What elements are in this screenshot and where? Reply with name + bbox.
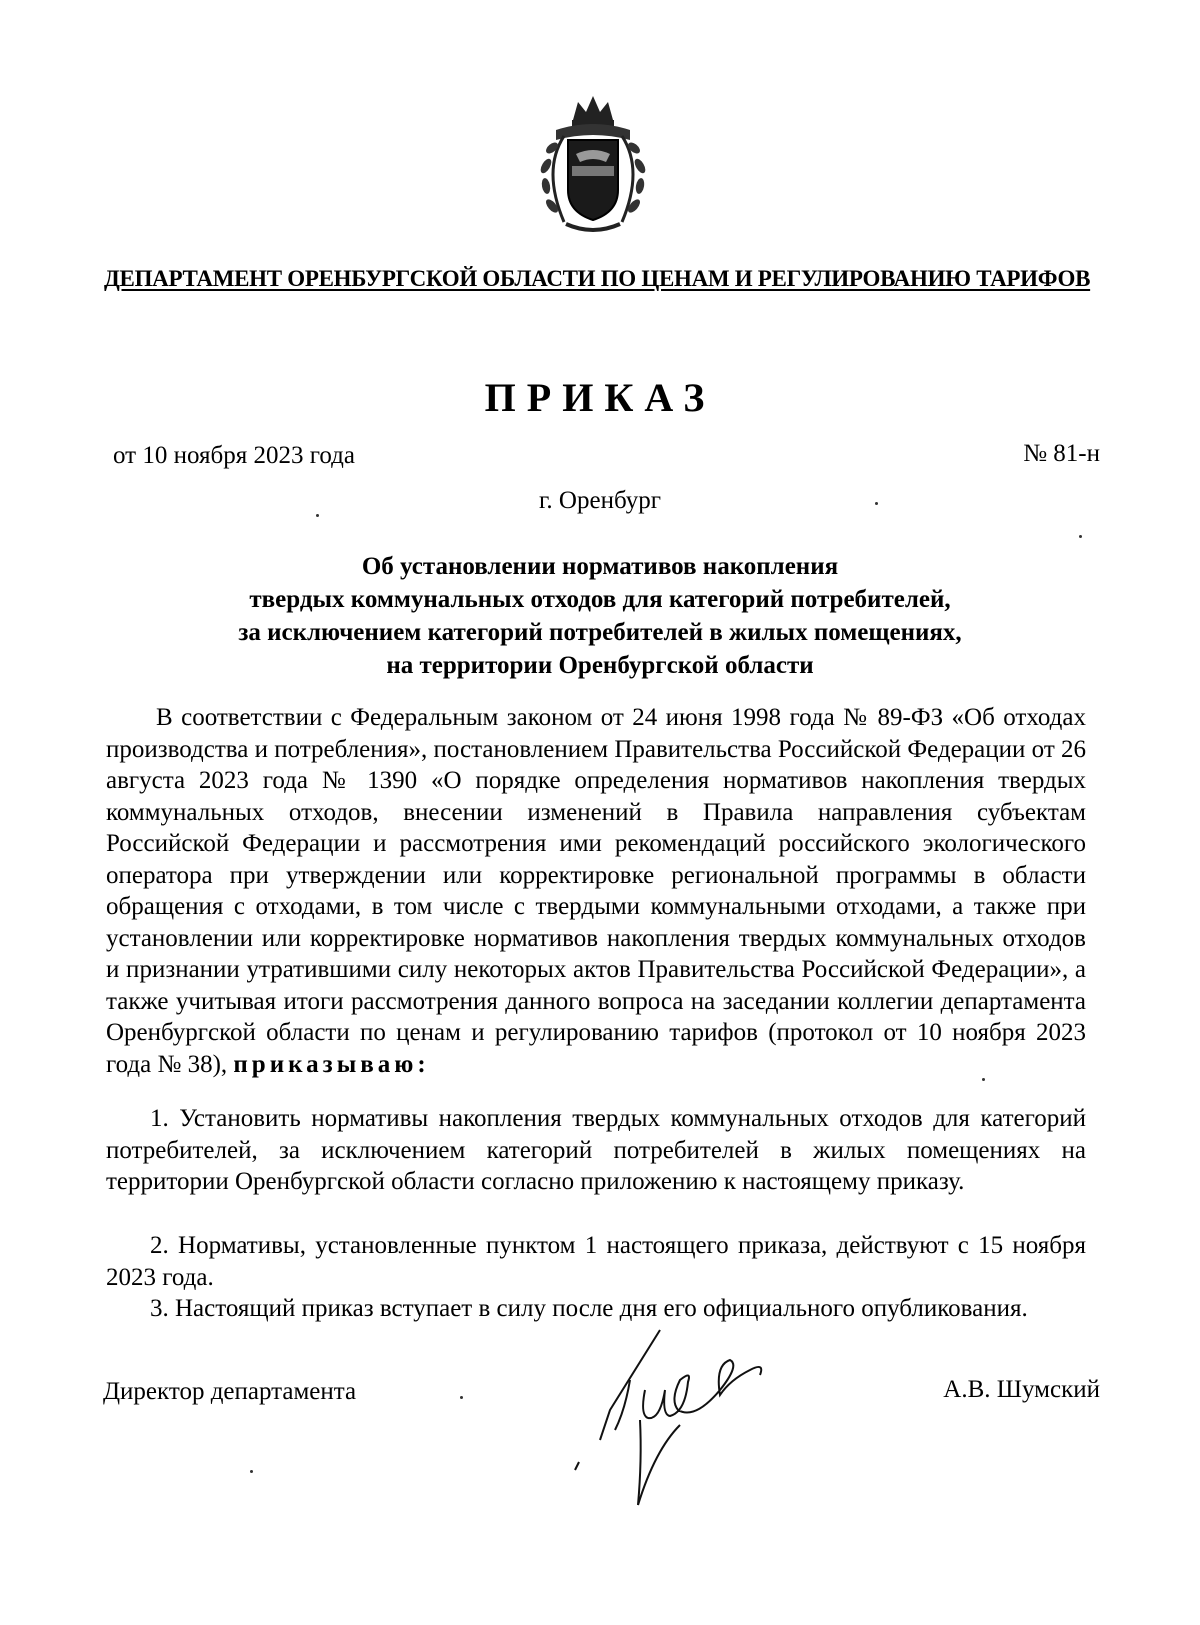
subject-line: за исключением категорий потребителей в жилых помещениях, — [238, 619, 962, 646]
oblast-coat-of-arms-icon — [528, 90, 658, 238]
document-number: № 81-н — [1023, 440, 1100, 467]
signatory-position: Директор департамента — [103, 1378, 357, 1405]
subject-line: твердых коммунальных отходов для категорий потребителей, — [249, 586, 951, 613]
document-title: ПРИКАЗ — [484, 375, 716, 420]
scan-speck — [316, 514, 319, 517]
scan-speck — [1079, 535, 1082, 538]
document-subject — [150, 550, 1050, 682]
signatory-name: А.В. Шумский — [943, 1376, 1100, 1403]
scan-speck — [875, 502, 878, 505]
handwritten-signature-icon — [570, 1320, 790, 1510]
scan-speck — [982, 1078, 985, 1081]
subject-line: на территории Оренбургской области — [386, 652, 814, 679]
scan-speck — [460, 1396, 463, 1399]
order-word: приказываю: — [233, 1050, 430, 1078]
order-item-3: 3. Настоящий приказ вступает в силу после дня его официального опубликования. — [150, 1295, 1028, 1322]
document-city: г. Оренбург — [539, 487, 661, 514]
order-item-2: 2. Нормативы, установленные пунктом 1 настоящего приказа, действуют с 15 ноября 2023 года. — [106, 1232, 1086, 1291]
subject-line: Об установлении нормативов накопления — [361, 553, 839, 580]
scan-speck — [250, 1470, 253, 1473]
order-item-1: 1. Установить нормативы накопления твердых коммунальных отходов для категорий потребителей, за исключением категорий потребителей в жилых помещениях на территории Оренбургской области согласно приложению к настоящему приказу. — [106, 1105, 1086, 1195]
preamble-paragraph — [106, 702, 1086, 1080]
department-name: ДЕПАРТАМЕНТ ОРЕНБУРГСКОЙ ОБЛАСТИ ПО ЦЕНАМ И РЕГУЛИРОВАНИЮ ТАРИФОВ — [104, 266, 1091, 291]
preamble-text: В соответствии с Федеральным законом от 24 июня 1998 года № 89-ФЗ «Об отходах производства и потребления», постановлением Правительства Российской Федерации от 26 августа 2023 года № 1390 «О порядке определения нормативов накопления твердых коммунальных отходов, внесении изменений в Правила направления субъектам Российской Федерации и рассмотрения ими рекомендаций российского экологического оператора при утверждении или корректировке региональной программы в области обращения с отходами, в том числе с твердыми коммунальными отходами, а также при установлении или корректировке нормативов накопления твердых коммунальных отходов и признании утратившими силу некоторых актов Правительства Российской Федерации», а также учитывая итоги рассмотрения данного вопроса на заседании коллегии департамента Оренбургской области по ценам и регулированию тарифов (протокол от 10 ноября 2023 года № 38), — [106, 704, 1087, 1078]
document-date: от 10 ноября 2023 года — [113, 442, 355, 469]
